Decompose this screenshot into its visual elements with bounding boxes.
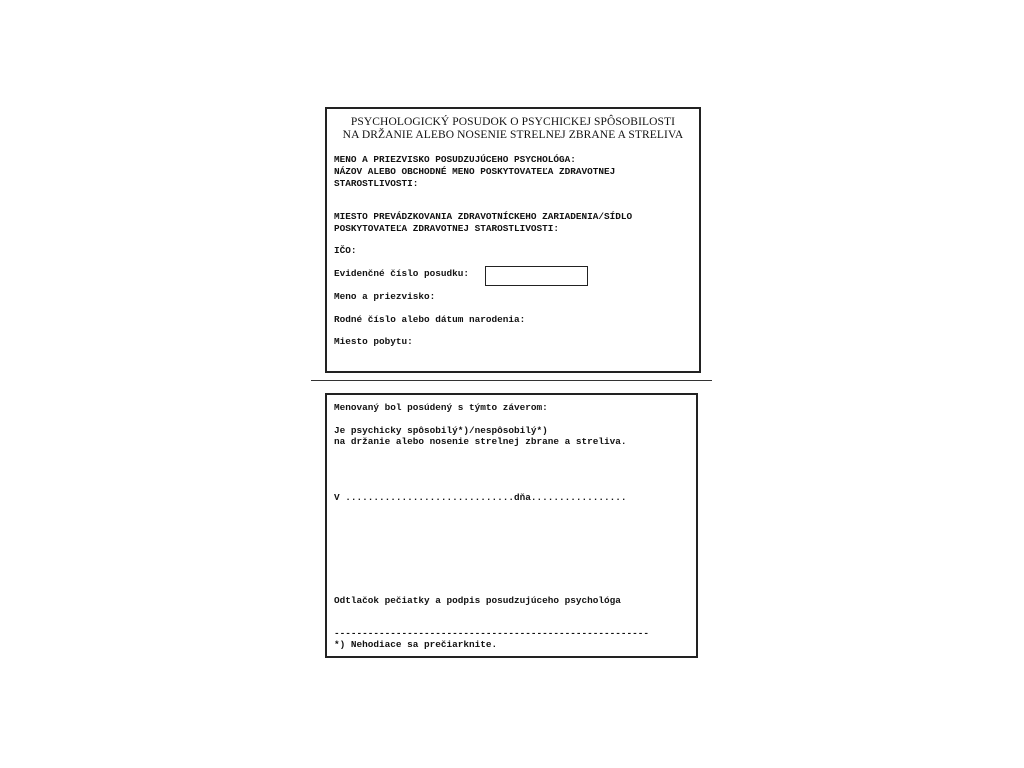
- provider-name-label-cont: STAROSTLIVOSTI:: [334, 178, 419, 189]
- footnote-rule: --------------------------------------------------------: [334, 628, 650, 639]
- full-name-label: Meno a priezvisko:: [334, 291, 436, 302]
- form-title-line-2: NA DRŽANIE ALEBO NOSENIE STRELNEJ ZBRANE A STRELIVA: [342, 129, 684, 141]
- facility-place-label-cont: POSKYTOVATEĽA ZDRAVOTNEJ STAROSTLIVOSTI:: [334, 223, 560, 234]
- place-date-line: V ..............................dňa.................: [334, 492, 627, 503]
- stamp-signature-label: Odtlačok pečiatky a podpis posudzujúceho psychológa: [334, 595, 621, 606]
- residence-label: Miesto pobytu:: [334, 336, 413, 347]
- footnote-text: *) Nehodiace sa prečiarknite.: [334, 639, 498, 650]
- birth-number-label: Rodné číslo alebo dátum narodenia:: [334, 314, 526, 325]
- fitness-statement-line-1: Je psychicky spôsobilý*)/nespôsobilý*): [334, 425, 548, 436]
- psychologist-name-label: MENO A PRIEZVISKO POSUDZUJÚCEHO PSYCHOLÓGA:: [334, 154, 576, 165]
- facility-place-label: MIESTO PREVÁDZKOVANIA ZDRAVOTNÍCKEHO ZARIADENIA/SÍDLO: [334, 211, 633, 222]
- evidence-number-field[interactable]: [485, 266, 588, 286]
- bottom-conclusion-section: [325, 393, 698, 658]
- provider-name-label: NÁZOV ALEBO OBCHODNÉ MENO POSKYTOVATEĽA ZDRAVOTNEJ: [334, 166, 616, 177]
- ico-label: IČO:: [334, 245, 357, 256]
- top-form-section: [325, 107, 701, 373]
- fitness-statement-line-2: na držanie alebo nosenie strelnej zbrane a streliva.: [334, 436, 627, 447]
- form-title-line-1: PSYCHOLOGICKÝ POSUDOK O PSYCHICKEJ SPÔSOBILOSTI: [350, 116, 676, 128]
- evidence-number-label: Evidenčné číslo posudku:: [334, 268, 470, 279]
- section-divider: [311, 380, 712, 381]
- conclusion-label: Menovaný bol posúdený s týmto záverom:: [334, 402, 548, 413]
